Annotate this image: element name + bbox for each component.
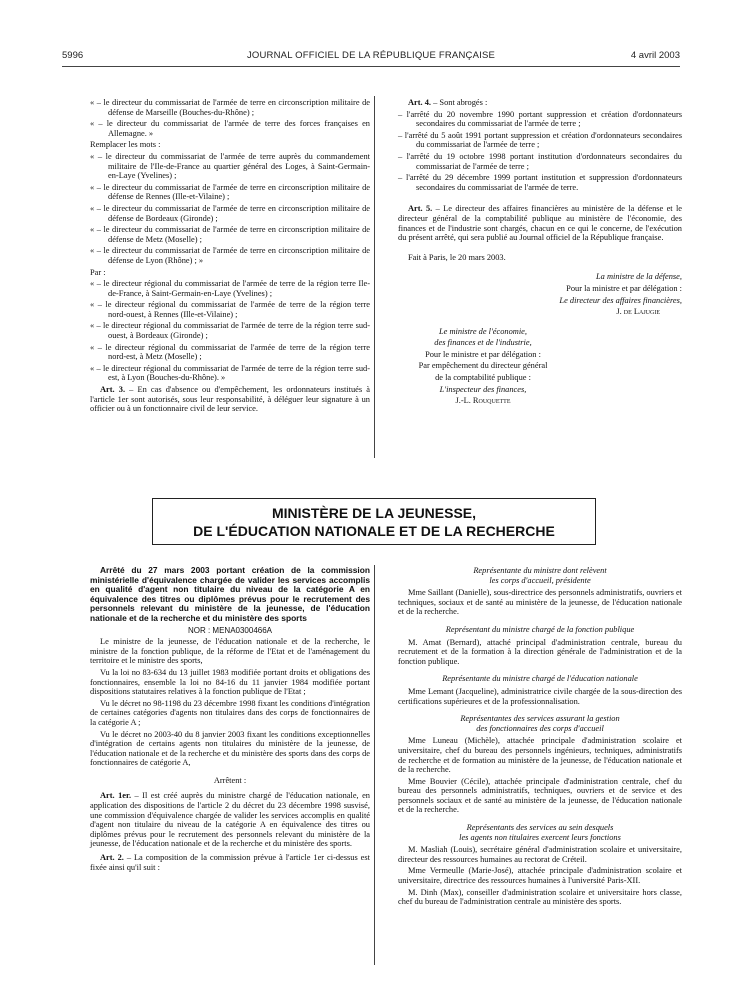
signature-2-line-2: des finances et de l'industrie, — [434, 338, 532, 348]
par-label: Par : — [90, 267, 106, 277]
abrogated-list — [398, 110, 682, 193]
commission-section — [398, 674, 682, 706]
director-entry: « – le directeur régional du commissariat de l'armée de terre de la région terre nord-est, à Metz (Moselle) ; — [90, 342, 370, 362]
signing-place-date: Fait à Paris, le 20 mars 2003. — [408, 252, 506, 262]
director-entry: « – le directeur régional du commissariat de l'armée de terre de la région terre sud-est, à Lyon (Bouches-du-Rhône). » — [90, 363, 370, 383]
arretent-label: Arrêtent : — [213, 775, 247, 785]
abrogated-arrete: – l'arrêté du 5 août 1991 portant suppression et création d'ordonnateurs secondaires du commissariat de l'armée de terre ; — [398, 130, 682, 150]
director-entry: « – le directeur du commissariat de l'armée de terre des forces françaises en Allemagne. » — [90, 119, 370, 138]
member-entry: Mme Luneau (Michèle), attachée principale d'administration scolaire et universitaire, chef du bureau des personnels ingénieurs, techniques, administratifs de recherche et de formation au ministère de la jeunesse, de l'éducation nationale et de la recherche. — [398, 736, 682, 775]
commission-section — [398, 714, 682, 815]
commission-section — [398, 823, 682, 907]
section-heading: les corps d'accueil, présidente — [489, 575, 591, 585]
ministry-heading-line-1: MINISTÈRE DE LA JEUNESSE, — [271, 505, 477, 521]
signature-2-line-3: Pour le ministre et par délégation : — [425, 349, 541, 359]
commission-section — [398, 566, 682, 617]
article-5-label: Art. 5. — [408, 204, 433, 214]
signature-1-line-1: La ministre de la défense, — [596, 272, 682, 282]
director-entry: « – le directeur du commissariat de l'armée de terre en circonscription militaire de défense de Metz (Moselle) ; — [90, 225, 370, 244]
publication-date: 4 avril 2003 — [630, 50, 680, 61]
preamble-paragraph: Vu le décret no 2003-40 du 8 janvier 2003 fixant les conditions exceptionnelles d'intégration de certains agents non titulaires du ministère de la jeunesse, de l'éducation nationale et de la recherche et du ministère des sports dans des corps de fonctionnaires de catégorie A, — [90, 729, 370, 768]
left-column-bottom — [90, 566, 370, 874]
director-entry: « – le directeur du commissariat de l'armée de terre auprès du commandement militaire de l'Ile-de-France au quartier général des Loges, à Saint-Germain-en-Laye (Yvelines) ; — [90, 151, 370, 181]
right-column-bottom — [398, 566, 682, 909]
left-column-top — [90, 98, 370, 416]
director-entry: « – le directeur du commissariat de l'armée de terre en circonscription militaire de défense de Lyon (Rhône) ; » — [90, 246, 370, 265]
article-5-text: – Le directeur des affaires financières au ministère de la défense et le directeur général de la comptabilité publique au ministère de l'économie, des finances et de l'industrie sont chargés, chacun en ce qui le concerne, de l'exécution du présent arrêté, qui sera publié au Journal officiel de la République française. — [398, 204, 683, 243]
member-entry: Mme Vermeulle (Marie-José), attachée principale d'administration scolaire et universitaire, directrice des ressources humaines à l'université Paris-XII. — [398, 866, 682, 886]
nor-reference: NOR : MENA0300466A — [187, 625, 273, 635]
article-5 — [398, 204, 682, 242]
section-heading: Représentante du ministre chargé de l'éducation nationale — [442, 674, 638, 684]
section-heading: Représentant du ministre chargé de la fonction publique — [445, 624, 635, 634]
directors-list-b — [90, 152, 370, 266]
section-heading: Représentants des services au sein desquels — [466, 823, 614, 833]
signature-2-line-6: L'inspecteur des finances, — [439, 384, 527, 394]
preamble — [90, 637, 370, 768]
signature-2-line-5: de la comptabilité publique : — [435, 373, 531, 383]
column-divider-top — [374, 96, 375, 458]
ministry-heading-box — [152, 498, 596, 545]
article-1-label: Art. 1er. — [100, 791, 132, 801]
arrete-title: Arrêté du 27 mars 2003 portant création de la commission ministérielle d'équivalence chargée de valider les services accomplis en qualité d'agent non titulaire du niveau de la catégorie A en équivalence des titres ou diplômes prévus pour le recrutement des personnels relevant du ministère de la jeunesse, de l'éducation nationale et de la recherche et du ministère des sports — [90, 565, 370, 623]
directors-list-a — [90, 98, 370, 138]
abrogated-arrete: – l'arrêté du 29 décembre 1999 portant institution et suppression d'ordonnateurs secondaires du commissariat de l'armée de terre. — [398, 173, 682, 192]
article-2-text: – La composition de la commission prévue à l'article 1er ci-dessus est fixée ainsi qu'il suit : — [90, 853, 370, 872]
signature-2-line-1: Le ministre de l'économie, — [438, 326, 527, 336]
member-entry: Mme Saillant (Danielle), sous-directrice des personnels administratifs, ouvriers et techniques, sociaux et de santé au ministère de la jeunesse, de l'éducation nationale et de la recherche. — [398, 588, 682, 617]
signature-2-name: J.-L. Rouquette — [455, 396, 511, 406]
article-1-text: – Il est créé auprès du ministre chargé de l'éducation nationale, en application des dispositions de l'article 2 du décret du 23 décembre 1998 susvisé, une commission d'équivalence chargée de valider les services accomplis en qualité d'agent non titulaire du niveau de la catégorie A en équivalence des titres ou diplômes prévus pour le recrutement des personnels relevant du ministère de la jeunesse, de l'éducation nationale et de la recherche et du ministère des sports. — [90, 791, 370, 849]
replace-words: Remplacer les mots : — [90, 140, 161, 150]
director-entry: « – le directeur du commissariat de l'armée de terre en circonscription militaire de défense de Marseille (Bouches-du-Rhône) ; — [90, 98, 370, 117]
member-entry: Mme Lemant (Jacqueline), administratrice civile chargée de la sous-direction des certifications supérieures et de la professionnalisation. — [398, 686, 682, 706]
director-entry: « – le directeur du commissariat de l'armée de terre en circonscription militaire de défense de Rennes (Ille-et-Vilaine) ; — [90, 182, 370, 202]
directors-list-c — [90, 279, 370, 383]
director-entry: « – le directeur régional du commissariat de l'armée de terre de la région terre sud-ouest, à Bordeaux (Gironde) ; — [90, 321, 370, 341]
column-divider-bottom — [374, 565, 375, 965]
signature-1-name: J. de Lajugie — [616, 307, 660, 317]
section-heading: des fonctionnaires des corps d'accueil — [476, 723, 604, 733]
journal-title: JOURNAL OFFICIEL DE LA RÉPUBLIQUE FRANÇAISE — [246, 50, 496, 61]
article-3 — [90, 385, 370, 414]
signature-block-1 — [398, 272, 682, 316]
preamble-paragraph: Vu le décret no 98-1198 du 23 décembre 1998 fixant les conditions d'intégration de certaines catégories d'agents non titulaires dans des corps de fonctionnaires de la catégorie A ; — [90, 698, 370, 727]
article-4-label: Art. 4. — [408, 98, 432, 107]
commission-section — [398, 625, 682, 666]
article-4-text: – Sont abrogés : — [431, 98, 488, 107]
member-entry: M. Masliah (Louis), secrétaire général d'administration scolaire et universitaire, directeur des ressources humaines au rectorat de Créteil. — [398, 845, 682, 864]
header-rule — [62, 66, 680, 67]
preamble-paragraph: Vu la loi no 83-634 du 13 juillet 1983 modifiée portant droits et obligations des fonctionnaires, ensemble la loi no 84-16 du 11 janvier 1984 modifiée portant dispositions statutaires relatives à la fonction publique de l'Etat ; — [90, 667, 370, 697]
section-heading: les agents non titulaires exercent leurs fonctions — [459, 832, 621, 842]
signature-1-line-2: Pour la ministre et par délégation : — [566, 283, 682, 293]
article-3-text: – En cas d'absence ou d'empêchement, les ordonnateurs institués à l'article 1er sont autorisés, sous leur responsabilité, à déléguer leur signature à un officier ou à un fonctionnaire civil de leur service. — [90, 385, 370, 414]
director-entry: « – le directeur du commissariat de l'armée de terre en circonscription militaire de défense de Bordeaux (Gironde) ; — [90, 203, 370, 223]
right-column-top — [398, 98, 682, 408]
abrogated-arrete: – l'arrêté du 20 novembre 1990 portant suppression et création d'ordonnateurs secondaires du commissariat de l'armée de terre ; — [398, 109, 682, 129]
article-4 — [398, 98, 682, 108]
article-2 — [90, 853, 370, 872]
member-entry: Mme Bouvier (Cécile), attachée principale d'administration centrale, chef du bureau des personnels administratifs, techniques, ouvriers et de service et des personnels sociaux et de santé au ministère de la jeunesse, de l'éducation nationale et de la recherche. — [398, 776, 682, 815]
member-entry: M. Dinh (Max), conseiller d'administration scolaire et universitaire hors classe, chef du bureau de l'administration centrale au ministère des sports. — [398, 887, 682, 907]
ministry-heading-line-2: DE L'ÉDUCATION NATIONALE ET DE LA RECHERCHE — [193, 523, 555, 539]
section-heading: Représentante du ministre dont relèvent — [473, 566, 607, 575]
section-heading: Représentantes des services assurant la gestion — [460, 714, 620, 724]
director-entry: « – le directeur régional du commissariat de l'armée de terre de la région terre Ile-de-France, à Saint-Germain-en-Laye (Yvelines) ; — [90, 279, 370, 298]
preamble-paragraph: Le ministre de la jeunesse, de l'éducation nationale et de la recherche, le ministre de la fonction publique, de la réforme de l'Etat et de l'aménagement du territoire et le ministre des sports, — [90, 637, 370, 666]
director-entry: « – le directeur régional du commissariat de l'armée de terre de la région terre nord-ouest, à Rennes (Ille-et-Vilaine) ; — [90, 300, 370, 319]
signature-1-line-3: Le directeur des affaires financières, — [559, 295, 682, 305]
abrogated-arrete: – l'arrêté du 19 octobre 1998 portant institution d'ordonnateurs secondaires du commissariat de l'armée de terre ; — [398, 151, 682, 171]
article-1 — [90, 791, 370, 849]
signature-2-line-4: Par empêchement du directeur général — [418, 361, 548, 371]
article-3-label: Art. 3. — [100, 385, 126, 395]
page-number: 5996 — [62, 50, 84, 61]
article-2-label: Art. 2. — [100, 853, 124, 863]
page-header — [62, 50, 680, 66]
signature-block-2 — [398, 327, 568, 406]
member-entry: M. Amat (Bernard), attaché principal d'administration centrale, bureau du recrutement et de la formation à la direction générale de l'administration et de la fonction publique. — [398, 637, 682, 666]
